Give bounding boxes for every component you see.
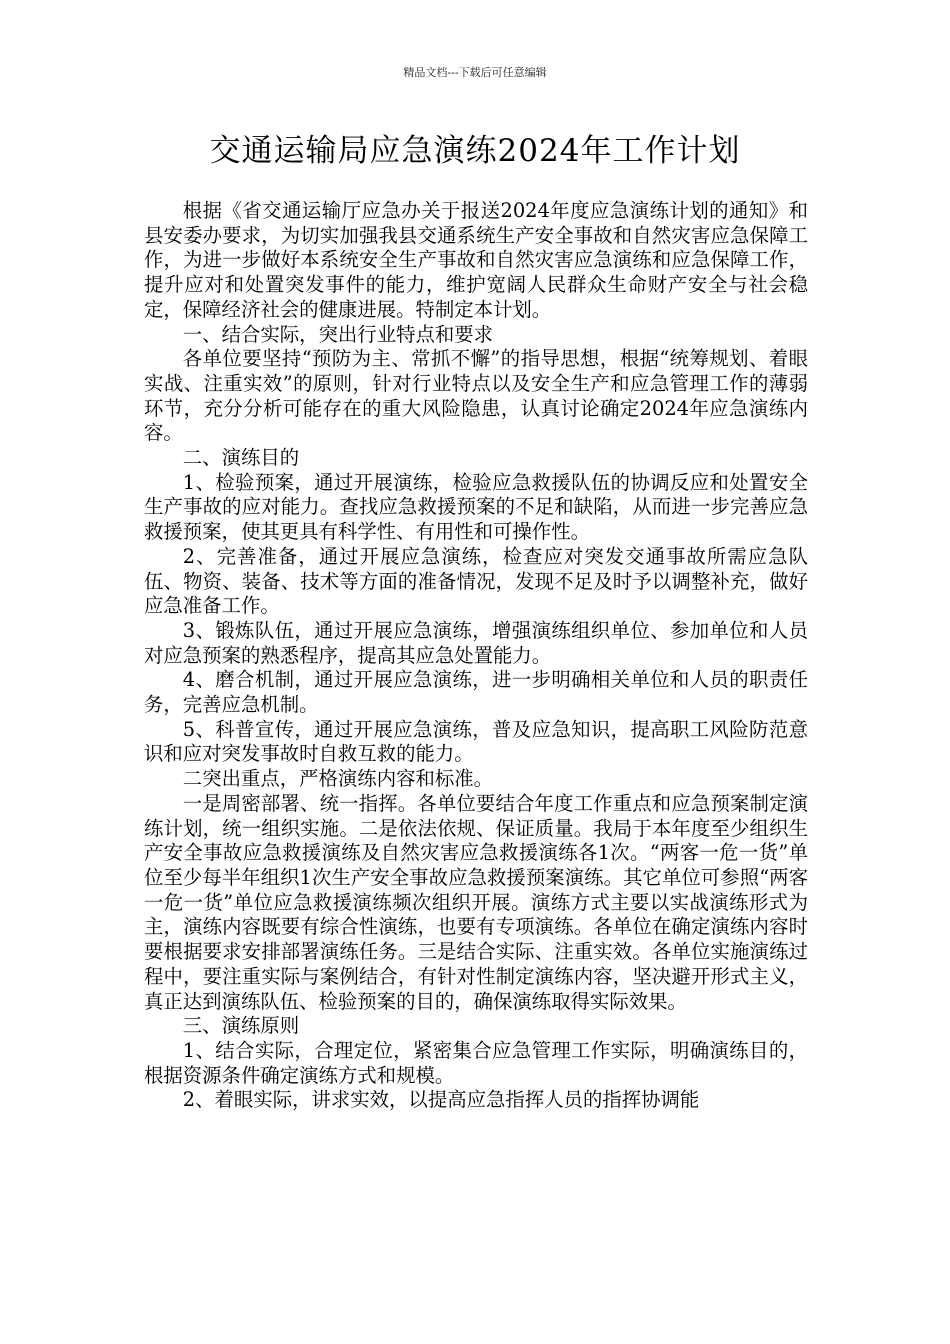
section-heading-2: 二、演练目的 — [182, 446, 300, 470]
principle-item-1: 1、结合实际，合理定位，紧密集合应急管理工作实际，明确演练目的，根据资源条件确定演练方式和规模。 — [144, 1038, 808, 1087]
section-heading-focus: 二突出重点，严格演练内容和标准。 — [182, 767, 494, 791]
purpose-item-4: 4、磨合机制，通过开展应急演练，进一步明确相关单位和人员的职责任务，完善应急机制。 — [144, 668, 808, 717]
purpose-item-3: 3、锻炼队伍，通过开展应急演练，增强演练组织单位、参加单位和人员对应急预案的熟悉程序，提高其应急处置能力。 — [144, 618, 808, 667]
intro-paragraph: 根据《省交通运输厅应急办关于报送2024年度应急演练计划的通知》和县安委办要求，为切实加强我县交通系统生产安全事故和自然灾害应急保障工作，为进一步做好本系统安全生产事故和自然灾害应急演练和应急保障工作，提升应对和处置突发事件的能力，维护宽阔人民群众生命财产安全与社会稳定，保障经济社会的健康进展。特制定本计划。 — [144, 199, 808, 321]
document-body — [144, 199, 808, 1113]
document-title: 交通运输局应急演练2024年工作计划 — [209, 133, 741, 169]
focus-paragraph: 一是周密部署、统一指挥。各单位要结合年度工作重点和应急预案制定演练计划，统一组织实施。二是依法依规、保证质量。我局于本年度至少组织生产安全事故应急救援演练及自然灾害应急救援演练各1次。“两客一危一货”单位至少每半年组织1次生产安全事故应急救援预案演练。其它单位可参照“两客一危一货”单位应急救援演练频次组织开展。演练方式主要以实战演练形式为主，演练内容既要有综合性演练，也要有专项演练。各单位在确定演练内容时要根据要求安排部署演练任务。三是结合实际、注重实效。各单位实施演练过程中，要注重实际与案例结合，有针对性制定演练内容，坚决避开形式主义，真正达到演练队伍、检验预案的目的，确保演练取得实际效果。 — [144, 791, 808, 1013]
section-heading-3: 三、演练原则 — [182, 1014, 300, 1038]
section-heading-1: 一、结合实际，突出行业特点和要求 — [182, 322, 494, 346]
header-note: 精品文档---下载后可任意编辑 — [403, 66, 547, 79]
purpose-item-5: 5、科普宣传，通过开展应急演练，普及应急知识，提高职工风险防范意识和应对突发事故时自救互救的能力。 — [144, 717, 808, 766]
purpose-item-1: 1、检验预案，通过开展演练，检验应急救援队伍的协调反应和处置安全生产事故的应对能力。查找应急救援预案的不足和缺陷，从而进一步完善应急救援预案，使其更具有科学性、有用性和可操作性。 — [144, 470, 808, 544]
purpose-item-2: 2、完善准备，通过开展应急演练，检查应对突发交通事故所需应急队伍、物资、装备、技术等方面的准备情况，发现不足及时予以调整补充，做好应急准备工作。 — [144, 544, 808, 618]
principle-item-2: 2、着眼实际，讲求实效，以提高应急指挥人员的指挥协调能 — [182, 1088, 700, 1112]
section-1-paragraph: 各单位要坚持“预防为主、常抓不懈”的指导思想，根据“统筹规划、着眼实战、注重实效”的原则，针对行业特点以及安全生产和应急管理工作的薄弱环节，充分分析可能存在的重大风险隐患，认真讨论确定2024年应急演练内容。 — [144, 347, 808, 445]
